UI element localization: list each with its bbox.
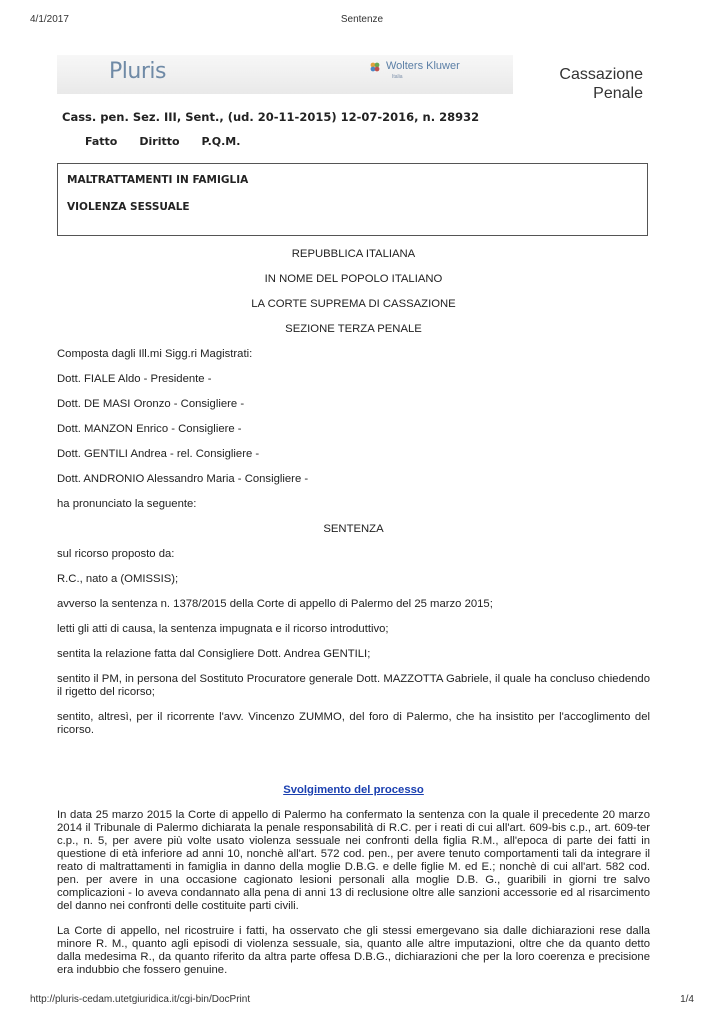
print-date: 4/1/2017 bbox=[30, 14, 69, 25]
sentence-label: SENTENZA bbox=[323, 523, 384, 535]
print-url: http://pluris-cedam.utetgiuridica.it/cgi-bin/DocPrint bbox=[30, 994, 251, 1005]
tab-diritto[interactable]: Diritto bbox=[139, 135, 180, 148]
keyword-maltrattamenti: MALTRATTAMENTI IN FAMIGLIA bbox=[67, 174, 249, 186]
print-title: Sentenze bbox=[340, 14, 384, 25]
heading-line: IN NOME DEL POPOLO ITALIANO bbox=[264, 273, 443, 285]
preamble-line: R.C., nato a (OMISSIS); bbox=[57, 573, 179, 585]
wolters-kluwer-logo-icon bbox=[370, 62, 380, 72]
preamble-line: letti gli atti di causa, la sentenza impugnata e il ricorso introduttivo; bbox=[57, 623, 389, 635]
document-body bbox=[57, 248, 650, 989]
preamble-line: sentita la relazione fatta dal Consigliere Dott. Andrea GENTILI; bbox=[57, 648, 371, 660]
section-paragraph: In data 25 marzo 2015 la Corte di appello di Palermo ha confermato la sentenza con la quale il precedente 20 marzo 2014 il Tribunale di Palermo dichiarata la penale responsabilità di R.C. per i reati di cui all'art. 609-bis c.p., art. 609-ter c.p., n. 5, per avere più volte usato violenza sessuale nei confronti della figlia R.M., all'epoca di parte dei fatti in questione di età inferiore ad anni 10, nonchè all'art. 572 cod. pen., per avere tenuto comportamenti tali da integrare il reato di maltrattamenti in famiglia in danno della moglie D.B.G. e delle figlie M. ed E.; nonchè di cui all'art. 582 cod. pen. per avere in una occasione cagionato lesioni personali alla moglie D.B. G., guaribili in giorni tre salvo complicazioni - lo aveva condannato alla pena di anni 13 di reclusione oltre alle sanzioni accessorie ed al risarcimento del danno nei confronti delle costituite parti civili. bbox=[57, 809, 650, 912]
pronounced-line: ha pronunciato la seguente: bbox=[57, 498, 197, 510]
tab-pqm[interactable]: P.Q.M. bbox=[201, 135, 241, 148]
preamble-line: avverso la sentenza n. 1378/2015 della Corte di appello di Palermo del 25 marzo 2015; bbox=[57, 598, 493, 610]
collection-title bbox=[559, 65, 643, 103]
pluris-banner bbox=[57, 55, 513, 94]
judge-line: Dott. ANDRONIO Alessandro Maria - Consigliere - bbox=[57, 473, 309, 485]
print-page-number: 1/4 bbox=[680, 994, 694, 1005]
tab-fatto[interactable]: Fatto bbox=[85, 135, 118, 148]
composition-intro: Composta dagli Ill.mi Sigg.ri Magistrati: bbox=[57, 348, 253, 360]
section-tabs bbox=[85, 135, 240, 148]
judge-line: Dott. MANZON Enrico - Consigliere - bbox=[57, 423, 242, 435]
preamble-line: sentito, altresì, per il ricorrente l'avv. Vincenzo ZUMMO, del foro di Palermo, che ha insistito per l'accoglimento del ricorso. bbox=[57, 711, 650, 736]
section-title-link[interactable]: Svolgimento del processo bbox=[283, 784, 424, 796]
citation: Cass. pen. Sez. III, Sent., (ud. 20-11-2015) 12-07-2016, n. 28932 bbox=[62, 110, 480, 124]
preamble-line: sul ricorso proposto da: bbox=[57, 548, 175, 560]
collection-line2: Penale bbox=[593, 85, 643, 102]
wolters-kluwer-sub: Italia bbox=[392, 74, 403, 80]
heading-line: LA CORTE SUPREMA DI CASSAZIONE bbox=[251, 298, 456, 310]
keyword-violenza: VIOLENZA SESSUALE bbox=[67, 201, 190, 213]
pluris-logo: Pluris bbox=[109, 59, 166, 84]
judge-line: Dott. GENTILI Andrea - rel. Consigliere - bbox=[57, 448, 260, 460]
heading-line: REPUBBLICA ITALIANA bbox=[291, 248, 416, 260]
keywords-box bbox=[57, 163, 648, 236]
preamble-line: sentito il PM, in persona del Sostituto Procuratore generale Dott. MAZZOTTA Gabriele, il quale ha concluso chiedendo il rigetto del ricorso; bbox=[57, 673, 650, 698]
collection-line1: Cassazione bbox=[559, 66, 643, 83]
wolters-kluwer-logo: Wolters Kluwer bbox=[386, 60, 460, 72]
judge-line: Dott. FIALE Aldo - Presidente - bbox=[57, 373, 212, 385]
judge-line: Dott. DE MASI Oronzo - Consigliere - bbox=[57, 398, 245, 410]
heading-line: SEZIONE TERZA PENALE bbox=[285, 323, 422, 335]
section-paragraph: La Corte di appello, nel ricostruire i fatti, ha osservato che gli stessi emergevano sia dalle dichiarazioni rese dalla minore R. M., quanto agli episodi di violenza sessuale, sia, quanto alle altre imputazioni, oltre che da quanto detto dalla medesima R., da quanto riferito da altra parte offesa D.B.G., dichiarazioni che per la loro coerenza e precisione era indubbio che fossero genuine. bbox=[57, 925, 650, 976]
